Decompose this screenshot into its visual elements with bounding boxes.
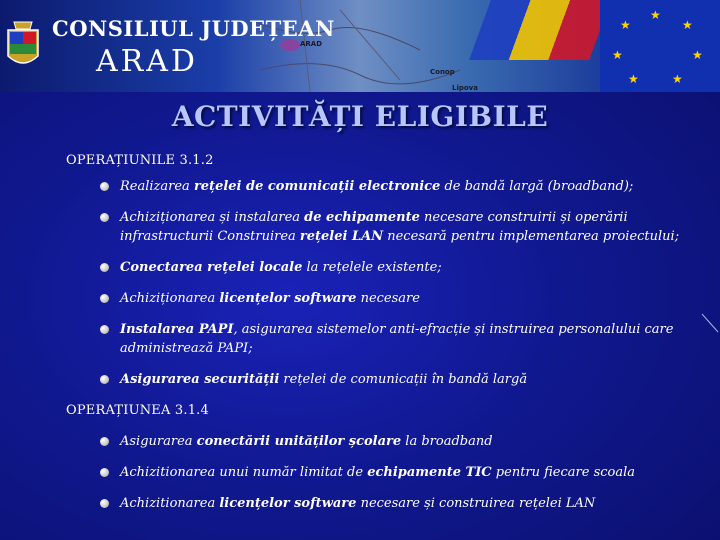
bullet-icon xyxy=(100,499,109,508)
bullet-icon xyxy=(100,437,109,446)
bullet-icon xyxy=(100,325,109,334)
header-banner xyxy=(0,0,720,92)
map-label-arad: ARAD xyxy=(300,40,323,48)
bullet-icon xyxy=(100,213,109,222)
slide-title: ACTIVITĂȚI ELIGIBILE xyxy=(171,100,549,133)
list-item: Realizarea rețelei de comunicații electronice de bandă largă (broadband); xyxy=(100,177,680,196)
list-item: Instalarea PAPI, asigurarea sistemelor anti-efracție și instruirea personalului care administrează PAPI; xyxy=(100,320,680,358)
list-item: Conectarea rețelei locale la rețelele existente; xyxy=(100,258,680,277)
bullet-icon xyxy=(100,182,109,191)
list-item: Achizitionarea unui număr limitat de echipamente TIC pentru fiecare scoala xyxy=(100,463,680,482)
romanian-flag xyxy=(469,0,611,60)
list-item: Asigurarea conectării unităților școlare la broadband xyxy=(100,432,680,451)
decorative-line xyxy=(700,312,720,336)
org-name-line2: ARAD xyxy=(96,44,198,79)
map-label-conop: Conop xyxy=(430,68,455,76)
bullet-icon xyxy=(100,294,109,303)
bullet-icon xyxy=(100,263,109,272)
org-name-line1: CONSILIUL JUDEȚEAN xyxy=(52,16,335,41)
county-crest-icon xyxy=(6,20,40,70)
section-heading: OPERAȚIUNEA 3.1.4 xyxy=(66,403,209,418)
bullet-icon xyxy=(100,375,109,384)
eu-flag: ★ ★ ★ ★ ★ ★ ★ xyxy=(600,0,720,92)
list-item: Asigurarea securității rețelei de comunicații în bandă largă xyxy=(100,370,680,389)
section-heading: OPERAȚIUNILE 3.1.2 xyxy=(66,153,214,168)
bullet-icon xyxy=(100,468,109,477)
list-item: Achiziționarea licențelor software necesare xyxy=(100,289,680,308)
list-item: Achizitionarea licențelor software necesare și construirea rețelei LAN xyxy=(100,494,680,513)
map-label-lipova: Lipova xyxy=(452,84,478,92)
list-item: Achiziționarea și instalarea de echipamente necesare construirii și operării infrastructurii Construirea rețelei LAN necesară pentru implementarea proiectului; xyxy=(100,208,680,246)
